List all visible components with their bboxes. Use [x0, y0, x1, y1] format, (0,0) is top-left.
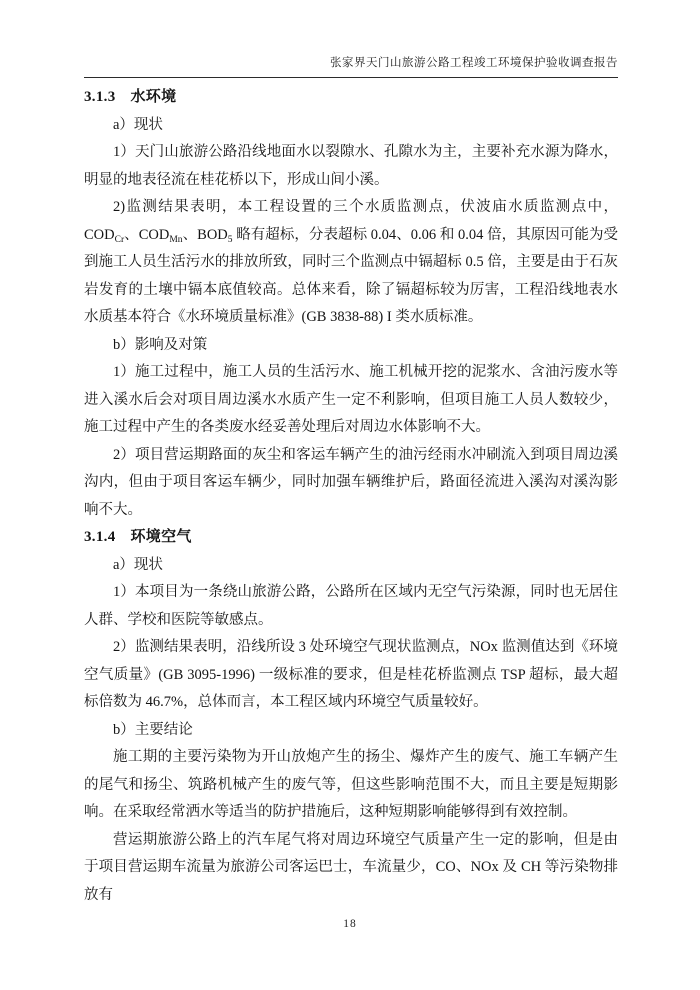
item-label-b-water: b）影响及对策: [113, 336, 208, 353]
section-number: 3.1.4: [84, 529, 116, 545]
paragraph-water-status-2: [84, 194, 618, 332]
text-run: 、BOD: [182, 226, 228, 243]
paragraph-air-conclusion-2: 营运期旅游公路上的汽车尾气将对周边环境空气质量产生一定的影响，但是由于项目营运期车流量为旅游公司客运巴士，车流量少，CO、NOx 及 CH 等污染物排放有: [84, 831, 618, 903]
item-label-a-air: a）现状: [113, 556, 163, 573]
text-run: 略有超标，分表超标 0.04、0.06 和 0.04 倍，其原因可能为受到施工人员生活污水的排放所致，同时三个监测点中镉超标 0.5 倍，主要是由于石灰岩发育的土壤中镉本底值较高。总体来看，除了镉超标较为厉害，工程沿线地表水水质基本符合《水环境质量标准》(GB 3838-88) I 类水质标准。: [84, 226, 618, 325]
item-label-b-air: b）主要结论: [113, 721, 193, 738]
paragraph-air-conclusion-1: 施工期的主要污染物为开山放炮产生的扬尘、爆炸产生的废气、施工车辆产生的尾气和扬尘、筑路机械产生的废气等，但这些影响范围不大，而且主要是短期影响。在采取经常洒水等适当的防护措施后，这种短期影响能够得到有效控制。: [84, 749, 618, 820]
paragraph-water-status-1: 1）天门山旅游公路沿线地面水以裂隙水、孔隙水为主，主要补充水源为降水，明显的地表径流在桂花桥以下，形成山间小溪。: [84, 144, 618, 188]
section-heading-3-1-4: [84, 524, 618, 552]
subscript-5: 5: [227, 234, 233, 245]
subscript-mn: Mn: [169, 234, 183, 245]
section-number: 3.1.3: [84, 89, 116, 105]
paragraph-air-status-2: 2）监测结果表明，沿线所设 3 处环境空气现状监测点，NOx 监测值达到《环境空气质量》(GB 3095-1996) 一级标准的要求，但是桂花桥监测点 TSP 超标，最大超标倍数为 46.7%，总体而言，本工程区域内环境空气质量较好。: [84, 639, 618, 710]
page-number: 18: [343, 918, 357, 930]
text-run: 、COD: [124, 226, 170, 243]
paragraph-water-impact-2: 2）项目营运期路面的灰尘和客运车辆产生的油污经雨水冲刷流入到项目周边溪沟内，但由于项目客运车辆少，同时加强车辆维护后，路面径流进入溪沟对溪沟影响不大。: [84, 446, 618, 518]
section-title: 环境空气: [130, 529, 192, 545]
page-content: [84, 84, 618, 909]
paragraph-water-impact-1: 1）施工过程中，施工人员的生活污水、施工机械开挖的泥浆水、含油污废水等进入溪水后会对项目周边溪水水质产生一定不利影响，但项目施工人员人数较少，施工过程中产生的各类废水经妥善处理后对周边水体影响不大。: [84, 364, 618, 435]
section-title: 水环境: [130, 89, 177, 105]
item-label-a-water: a）现状: [113, 116, 163, 133]
running-header: 张家界天门山旅游公路工程竣工环境保护验收调查报告: [84, 55, 618, 78]
text-run: 2)监测结果表明，本工程设置的三个水质监测点，伏波庙水质监测点中，COD: [84, 199, 618, 243]
subscript-cr: Cr: [114, 234, 125, 245]
paragraph-air-status-1: 1）本项目为一条绕山旅游公路，公路所在区域内无空气污染源，同时也无居住人群、学校和医院等敏感点。: [84, 584, 618, 628]
section-heading-3-1-3: [84, 84, 618, 112]
